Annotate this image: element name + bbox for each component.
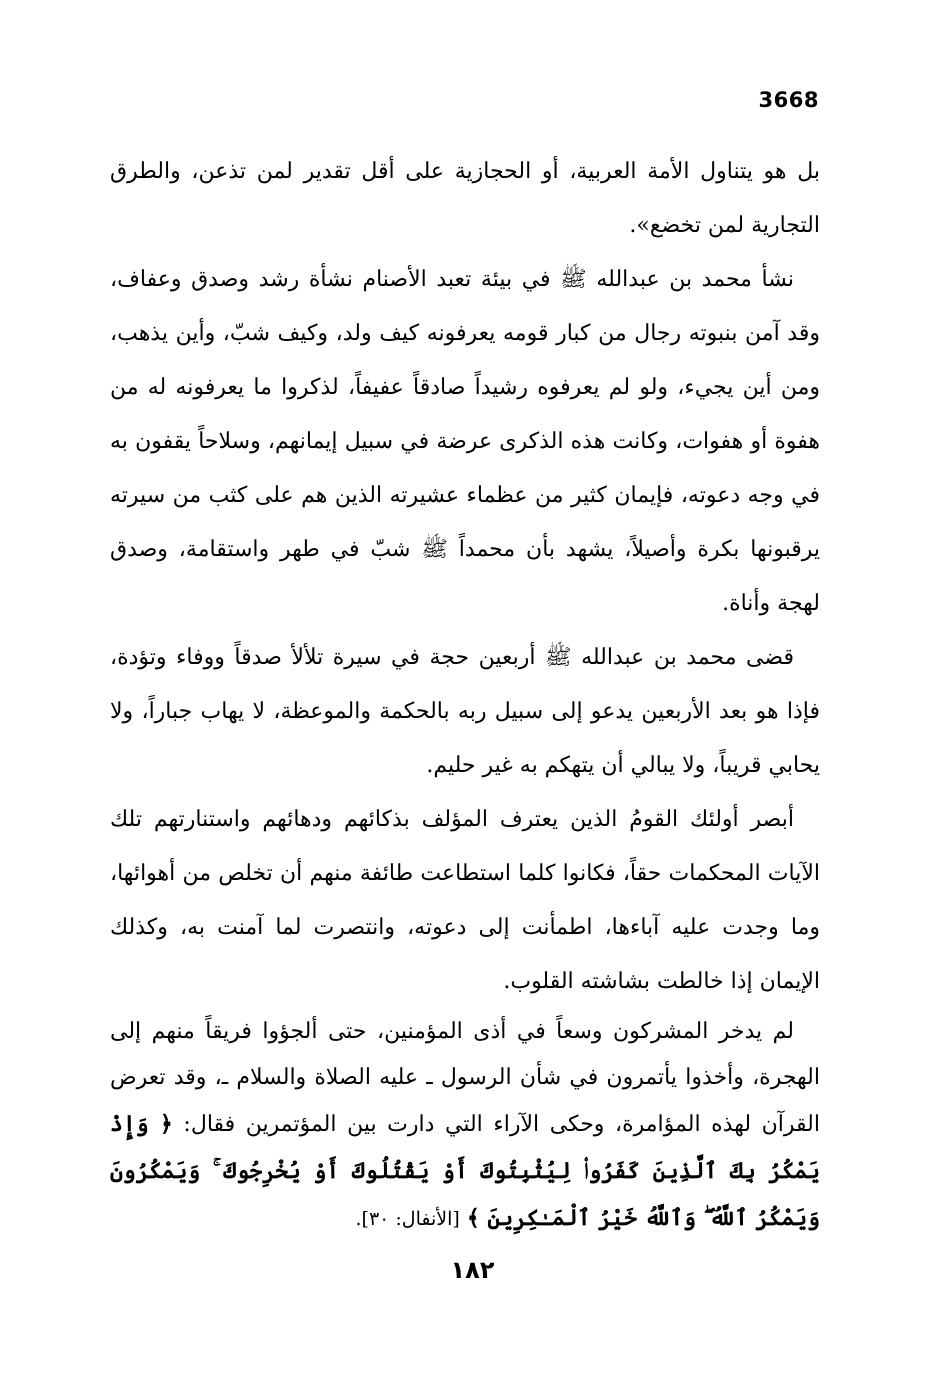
paragraph-5-text: لم يدخر المشركون وسعاً في أذى المؤمنين، حتى ألجؤوا فريقاً منهم إلى الهجرة، وأخذوا يأتمرون في شأن الرسول ـ عليه الصلاة والسلام ـ، وقد تعرض القرآن لهذه المؤامرة، وحكى الآراء التي دارت بين المؤتمرين فقال: — [110, 1019, 820, 1137]
page-id: 3668 — [758, 88, 819, 112]
paragraph-3: قضى محمد بن عبدالله ﷺ أربعين حجة في سيرة تلألأ صدقاً ووفاء وتؤدة، فإذا هو بعد الأربعين يدعو إلى سبيل ربه بالحكمة والموعظة، لا يهاب جباراً، ولا يحابي قريباً، ولا يبالي أن يتهكم به غير حليم. — [110, 645, 820, 778]
verse-reference: [الأنفال: ٣٠]. — [355, 1208, 460, 1230]
page-body — [110, 145, 820, 1242]
quran-verse: ﴿ وَإِذْ يَمْكُرُ بِكَ ٱلَّذِينَ كَفَرُوا۟ لِيُثْبِتُوكَ أَوْ يَقْتُلُوكَ أَوْ يُخْرِجُوكَ ۚ وَيَمْكُرُونَ وَيَمْكُرُ ٱللَّهُ ۖ وَٱللَّهُ خَيْرُ ٱلْمَـٰكِرِينَ ﴾ — [110, 1111, 820, 1231]
paragraph-1: بل هو يتناول الأمة العربية، أو الحجازية على أقل تقدير لمن تذعن، والطرق التجارية لمن تخضع». — [110, 159, 820, 238]
paragraph-5 — [110, 1009, 820, 1242]
paragraph-2: نشأ محمد بن عبدالله ﷺ في بيئة تعبد الأصنام نشأة رشد وصدق وعفاف، وقد آمن بنبوته رجال من كبار قومه يعرفونه كيف ولد، وكيف شبّ، وأين يذهب، ومن أين يجيء، ولو لم يعرفوه رشيداً صادقاً عفيفاً، لذكروا ما يعرفونه له من هفوة أو هفوات، وكانت هذه الذكرى عرضة في سبيل إيمانهم، وسلاحاً يقفون به في وجه دعوته، فإيمان كثير من عظماء عشيرته الذين هم على كثب من سيرته يرقبونها بكرة وأصيلاً، يشهد بأن محمداً ﷺ شبّ في طهر واستقامة، وصدق لهجة وأناة. — [110, 267, 820, 616]
paragraph-4: أبصر أولئك القومُ الذين يعترف المؤلف بذكائهم ودهائهم واستنارتهم تلك الآيات المحكمات حقاً، فكانوا كلما استطاعت طائفة منهم أن تخلص من أهوائها، وما وجدت عليه آباءها، اطمأنت إلى دعوته، وانتصرت لما آمنت به، وكذلك الإيمان إذا خالطت بشاشته القلوب. — [110, 807, 820, 994]
page-number: ١٨٢ — [450, 1256, 495, 1284]
